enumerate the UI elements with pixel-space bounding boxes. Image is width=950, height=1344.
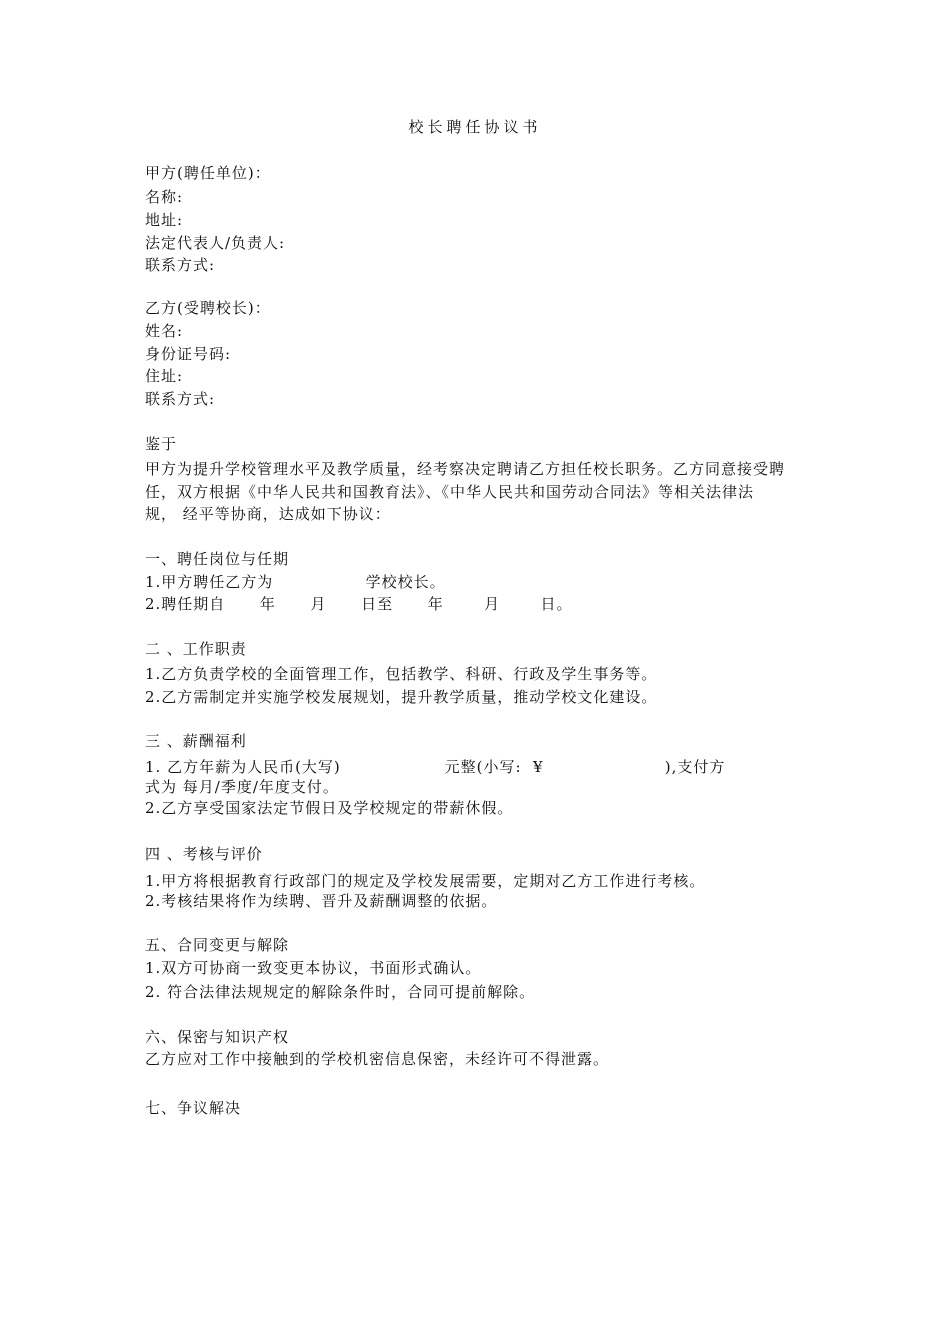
section-1-heading: 一、聘任岗位与任期 xyxy=(145,550,290,568)
party-b-name: 姓名: xyxy=(145,322,184,340)
section-6-heading: 六、保密与知识产权 xyxy=(145,1028,290,1046)
section-2-item-2: 2.乙方需制定并实施学校发展规划，提升教学质量，推动学校文化建设。 xyxy=(145,688,658,706)
section-5-item-2: 2. 符合法律法规规定的解除条件时，合同可提前解除。 xyxy=(145,983,536,1001)
section-3-heading: 三 、薪酬福利 xyxy=(145,732,247,750)
section-4-item-2: 2.考核结果将作为续聘、晋升及薪酬调整的依据。 xyxy=(145,892,498,910)
recital-line-1: 甲方为提升学校管理水平及教学质量，经考察决定聘请乙方担任校长职务。乙方同意接受聘 xyxy=(145,460,786,478)
party-a-representative: 法定代表人/负责人: xyxy=(145,234,286,252)
section-1-item-2: 2.聘任期自 年 月 日至 年 月 日。 xyxy=(145,595,573,613)
section-2-heading: 二 、工作职责 xyxy=(145,640,247,658)
section-2-item-1: 1.乙方负责学校的全面管理工作，包括教学、科研、行政及学生事务等。 xyxy=(145,665,658,683)
party-b-address: 住址: xyxy=(145,367,184,385)
party-a-contact: 联系方式: xyxy=(145,256,216,274)
section-5-heading: 五、合同变更与解除 xyxy=(145,936,290,954)
section-3-item-2: 2.乙方享受国家法定节假日及学校规定的带薪休假。 xyxy=(145,799,514,817)
recital-line-3: 规， 经平等协商，达成如下协议： xyxy=(145,505,391,523)
party-a-heading: 甲方(聘任单位)： xyxy=(145,164,271,182)
section-4-heading: 四 、考核与评价 xyxy=(145,845,263,863)
party-a-name: 名称: xyxy=(145,188,184,206)
section-4-item-1: 1.甲方将根据教育行政部门的规定及学校发展需要，定期对乙方工作进行考核。 xyxy=(145,872,706,890)
section-1-item-1: 1.甲方聘任乙方为 学校校长。 xyxy=(145,573,446,591)
party-b-id: 身份证号码: xyxy=(145,345,232,363)
recital-line-2: 任，双方根据《中华人民共和国教育法》、《中华人民共和国劳动合同法》等相关法律法 xyxy=(145,483,755,501)
party-b-contact: 联系方式: xyxy=(145,390,216,408)
recital-heading: 鉴于 xyxy=(145,435,178,453)
section-5-item-1: 1.双方可协商一致变更本协议，书面形式确认。 xyxy=(145,959,482,977)
section-6-item-1: 乙方应对工作中接触到的学校机密信息保密，未经许可不得泄露。 xyxy=(145,1050,610,1068)
section-3-item-1a: 1. 乙方年薪为人民币(大写) 元整(小写: ¥ ),支付方 xyxy=(145,758,726,776)
section-3-item-1b: 式为 每月/季度/年度支付。 xyxy=(145,778,339,796)
party-a-address: 地址: xyxy=(145,211,184,229)
document-title: 校长聘任协议书 xyxy=(408,118,542,136)
section-7-heading: 七、争议解决 xyxy=(145,1099,242,1117)
party-b-heading: 乙方(受聘校长)： xyxy=(145,299,271,317)
